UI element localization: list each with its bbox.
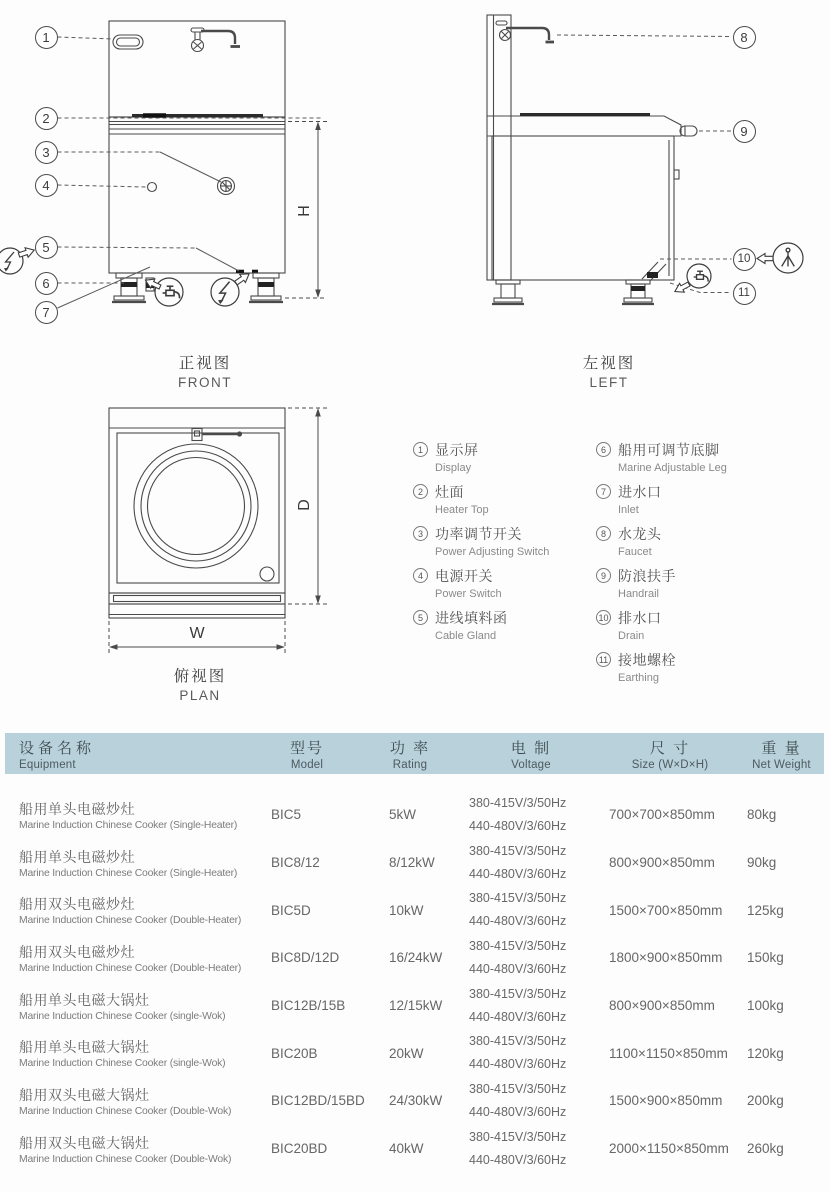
callout-1: 1 [35,26,58,49]
dimension-d-label: D [296,499,313,511]
cell-size: 1800×900×850mm [609,950,723,966]
callout-2: 2 [35,107,58,130]
header-rating-cn: 功 率 [389,739,431,757]
header-size-cn: 尺 寸 [649,739,691,757]
header-model-en: Model [290,758,324,771]
equipment-name-cn: 船用单头电磁炒灶 [19,800,135,817]
equipment-name-cn: 船用单头电磁炒灶 [19,848,135,865]
equipment-name-cn: 船用单头电磁大锅灶 [19,991,150,1008]
legend-item-number: 3 [413,526,428,541]
legend-item-label-cn: 显示屏 [435,442,479,458]
legend-item [596,650,825,684]
cell-model: BIC8/12 [271,855,320,871]
cell-voltage [461,935,601,981]
legend-item-label-cn: 防浪扶手 [618,568,676,584]
legend-item [596,440,825,474]
cell-model: BIC5D [271,902,311,918]
voltage-line-2: 440-480V/3/60Hz [469,1152,567,1167]
cell-voltage [461,983,601,1029]
callout-11: 11 [733,282,756,305]
left-view-title-cn: 左视图 [582,355,636,372]
table-row [5,982,824,1030]
legend-column-2 [596,440,825,692]
cell-size: 1500×700×850mm [609,902,723,918]
table-row [5,1077,824,1125]
voltage-line-1: 380-415V/3/50Hz [469,1129,567,1144]
legend-item-number: 8 [596,526,611,541]
legend-item-number: 11 [596,652,611,667]
legend-item-number: 6 [596,442,611,457]
front-view-drawing [109,21,285,302]
cell-voltage [461,1078,601,1124]
cell-weight: 90kg [747,855,777,871]
callout-10: 10 [733,248,756,271]
legend-item-label-cn: 排水口 [618,610,662,626]
legend-item-label-en: Earthing [618,671,659,684]
legend-item-number: 2 [413,484,428,499]
legend-item-label-en: Drain [618,629,645,642]
cell-size: 1100×1150×850mm [609,1045,728,1061]
cell-voltage [461,840,601,886]
legend-item [596,524,825,558]
dimension-w-label: W [189,625,205,642]
table-row [5,934,824,982]
equipment-name-en: Marine Induction Chinese Cooker (single-Wok) [19,1010,226,1022]
cell-weight: 125kg [747,902,784,918]
voltage-line-1: 380-415V/3/50Hz [469,986,567,1001]
equipment-name-cn: 船用双头电磁炒灶 [19,943,135,960]
dimension-h-label: H [296,205,313,217]
plan-view-title [130,664,270,703]
voltage-line-2: 440-480V/3/60Hz [469,914,567,929]
voltage-line-2: 440-480V/3/60Hz [469,818,567,833]
cell-model: BIC8D/12D [271,950,340,966]
front-callout-leaders [58,37,323,308]
cell-equipment [5,847,255,879]
legend-item [596,608,825,642]
plan-view-title-en: PLAN [179,688,221,703]
header-model [255,737,359,771]
drain-icon [757,243,803,273]
equipment-name-en: Marine Induction Chinese Cooker (Double-Wok) [19,1105,232,1117]
legend-item-number: 9 [596,568,611,583]
cell-size: 2000×1150×850mm [609,1141,729,1157]
cell-weight: 200kg [747,1093,784,1109]
header-size [601,737,739,771]
legend-item-label-cn: 电源开关 [435,568,493,584]
header-rating [359,737,461,771]
voltage-line-1: 380-415V/3/50Hz [469,938,567,953]
cell-rating: 40kW [389,1141,424,1157]
legend-item [413,482,596,516]
plan-view-drawing [109,408,285,618]
voltage-line-1: 380-415V/3/50Hz [469,891,567,906]
cell-model: BIC12BD/15BD [271,1093,365,1109]
equipment-name-en: Marine Induction Chinese Cooker (Single-Heater) [19,867,238,879]
table-row [5,1125,824,1173]
cell-equipment [5,894,255,926]
legend-item-label-cn: 进线填料函 [435,610,508,626]
header-rating-en: Rating [392,758,428,771]
cell-equipment [5,942,255,974]
cell-equipment [5,799,255,831]
cell-voltage [461,1126,601,1172]
legend-item-number: 10 [596,610,611,625]
callout-4: 4 [35,174,58,197]
legend-item-label-cn: 进水口 [618,484,662,500]
cell-model: BIC20BD [271,1141,328,1157]
legend-item-label-en: Faucet [618,545,652,558]
legend-item-label-cn: 功率调节开关 [435,526,522,542]
cell-size: 1500×900×850mm [609,1093,723,1109]
cell-equipment [5,1037,255,1069]
cell-voltage [461,792,601,838]
cell-weight: 100kg [747,998,784,1014]
legend-item-label-en: Power Adjusting Switch [435,545,550,558]
voltage-line-2: 440-480V/3/60Hz [469,961,567,976]
cell-equipment [5,1085,255,1117]
callout-6: 6 [35,272,58,295]
legend-item [413,566,596,600]
legend-item-label-en: Heater Top [435,503,489,516]
header-weight-en: Net Weight [752,758,811,771]
header-equipment-en: Equipment [19,758,76,771]
cell-size: 800×900×850mm [609,998,715,1014]
plan-view-title-cn: 俯视图 [173,668,227,685]
voltage-line-2: 440-480V/3/60Hz [469,1009,567,1024]
spec-table-body [5,791,824,1173]
cell-rating: 5kW [389,807,416,823]
legend-column-1 [413,440,596,692]
header-model-cn: 型号 [289,739,324,757]
legend-item [413,440,596,474]
cell-rating: 20kW [389,1045,424,1061]
spec-table-header [5,733,824,774]
cell-size: 700×700×850mm [609,807,715,823]
legend-item [596,566,825,600]
cell-rating: 10kW [389,902,424,918]
voltage-line-2: 440-480V/3/60Hz [469,866,567,881]
callout-5: 5 [35,236,58,259]
legend-item-label-en: Cable Gland [435,629,497,642]
cell-rating: 16/24kW [389,950,443,966]
legend-item-label-cn: 灶面 [435,484,464,500]
legend-item-label-cn: 接地螺栓 [618,652,676,668]
equipment-name-cn: 船用双头电磁炒灶 [19,896,135,913]
left-view-drawing [487,15,697,304]
cell-voltage [461,1030,601,1076]
legend-item-number: 1 [413,442,428,457]
header-size-en: Size (W×D×H) [631,758,709,771]
equipment-name-en: Marine Induction Chinese Cooker (Double-Wok) [19,1153,232,1165]
faucet-connection-icon [673,264,711,296]
front-view-title [135,351,275,390]
front-view-title-en: FRONT [178,375,232,390]
header-voltage-cn: 电 制 [510,739,552,757]
legend-item [596,482,825,516]
table-row [5,1029,824,1077]
header-voltage [461,737,601,771]
legend-item-label-en: Handrail [618,587,659,600]
electric-connection-icon [211,270,252,306]
cell-size: 800×900×850mm [609,855,715,871]
cell-voltage [461,887,601,933]
legend-item-label-en: Inlet [618,503,639,516]
legend-item-label-cn: 船用可调节底脚 [618,442,720,458]
equipment-name-en: Marine Induction Chinese Cooker (Double-Heater) [19,962,242,974]
legend-item [413,608,596,642]
header-equipment [5,737,255,771]
left-view-title-en: LEFT [589,375,629,390]
legend-item-number: 7 [596,484,611,499]
left-callout-leaders [557,35,732,293]
legend-item-label-en: Marine Adjustable Leg [618,461,727,474]
voltage-line-2: 440-480V/3/60Hz [469,1057,567,1072]
voltage-line-1: 380-415V/3/50Hz [469,1081,567,1096]
table-row [5,791,824,839]
callout-3: 3 [35,141,58,164]
equipment-name-en: Marine Induction Chinese Cooker (Single-Heater) [19,819,238,831]
cell-weight: 80kg [747,807,777,823]
cell-weight: 150kg [747,950,784,966]
cell-equipment [5,990,255,1022]
cell-rating: 8/12kW [389,855,435,871]
cell-equipment [5,1133,255,1165]
legend-item-label-en: Display [435,461,472,474]
front-view-title-cn: 正视图 [178,355,232,372]
voltage-line-1: 380-415V/3/50Hz [469,795,567,810]
legend-item-label-en: Power Switch [435,587,502,600]
header-voltage-en: Voltage [511,758,551,771]
cell-weight: 260kg [747,1141,784,1157]
equipment-name-cn: 船用单头电磁大锅灶 [19,1039,150,1056]
legend-item-number: 5 [413,610,428,625]
table-row [5,886,824,934]
callout-7: 7 [35,301,58,324]
cell-model: BIC20B [271,1045,318,1061]
callout-8: 8 [733,26,756,49]
parts-legend [413,440,825,692]
voltage-line-2: 440-480V/3/60Hz [469,1104,567,1119]
equipment-name-en: Marine Induction Chinese Cooker (single-Wok) [19,1058,226,1070]
cell-rating: 24/30kW [389,1093,443,1109]
equipment-name-cn: 船用双头电磁大锅灶 [19,1134,150,1151]
callout-9: 9 [733,120,756,143]
voltage-line-1: 380-415V/3/50Hz [469,843,567,858]
cell-weight: 120kg [747,1045,784,1061]
cell-rating: 12/15kW [389,998,443,1014]
voltage-line-1: 380-415V/3/50Hz [469,1034,567,1049]
header-weight [739,737,824,771]
equipment-name-cn: 船用双头电磁大锅灶 [19,1086,150,1103]
power-supply-icon [0,245,36,274]
left-view-title [539,351,679,390]
legend-item-label-cn: 水龙头 [618,526,662,542]
cell-model: BIC5 [271,807,302,823]
header-weight-cn: 重 量 [761,739,802,757]
table-row [5,839,824,887]
legend-item-number: 4 [413,568,428,583]
equipment-name-en: Marine Induction Chinese Cooker (Double-Heater) [19,915,242,927]
legend-item [413,524,596,558]
header-equipment-cn: 设备名称 [19,739,96,757]
cell-model: BIC12B/15B [271,998,346,1014]
